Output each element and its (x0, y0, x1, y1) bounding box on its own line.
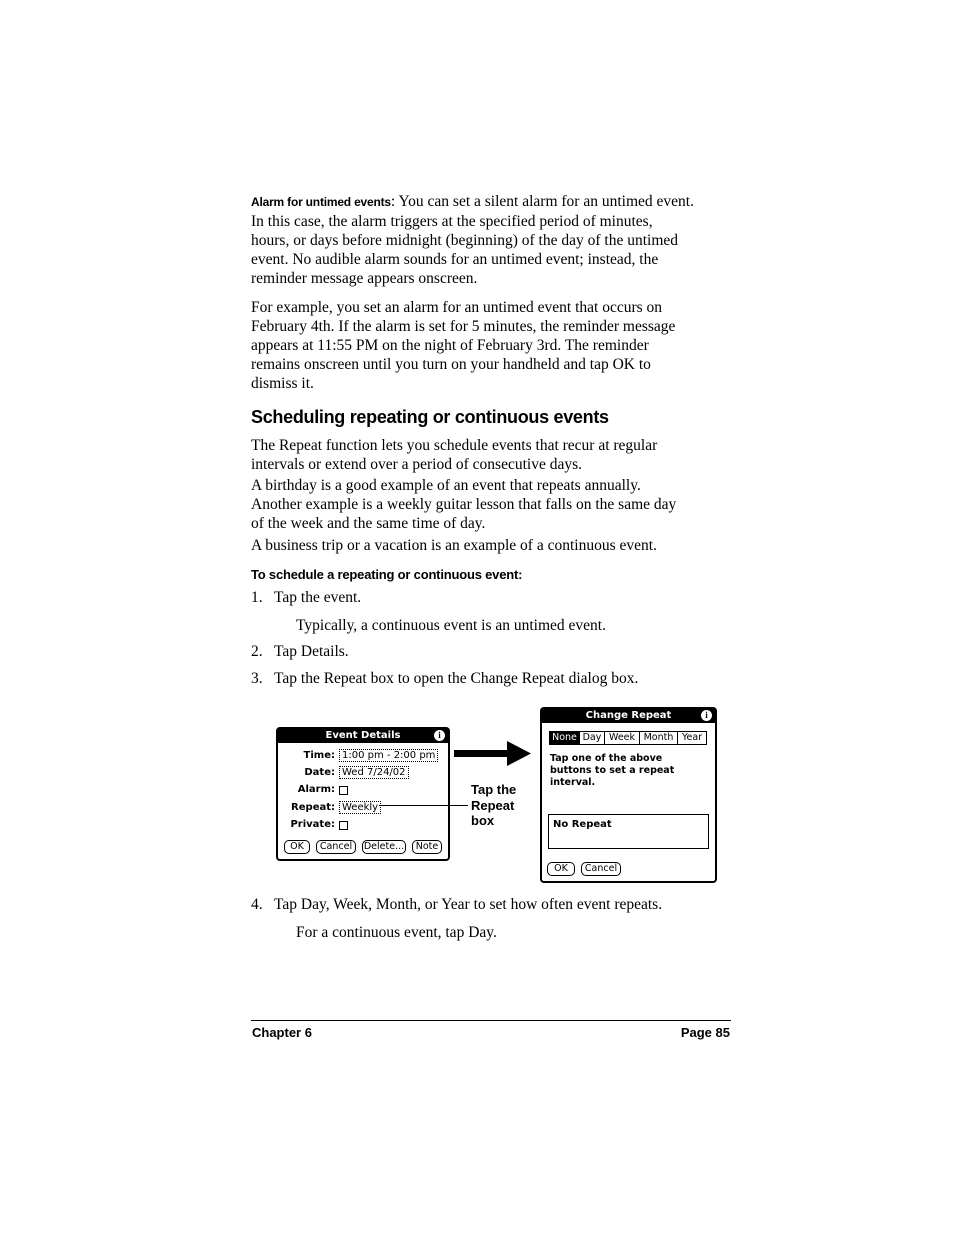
right-arrow-icon (453, 740, 533, 768)
alarm-label: Alarm: (297, 784, 335, 795)
step-text: Tap the Repeat box to open the Change Repeat dialog box. (274, 670, 639, 687)
note-button[interactable]: Note (412, 840, 442, 854)
page-number: Page 85 (680, 1025, 730, 1040)
step-number: 3. (251, 670, 263, 687)
repeat-field[interactable]: Weekly (339, 801, 381, 814)
repeat-instructions: Tap one of the above buttons to set a repeat interval. (550, 753, 675, 788)
step-4-note: For a continuous event, tap Day. (296, 924, 497, 941)
change-repeat-dialog (540, 707, 717, 883)
step-1 (251, 588, 751, 608)
tab-year[interactable]: Year (677, 731, 707, 745)
time-label: Time: (303, 750, 335, 761)
tab-month[interactable]: Month (639, 731, 678, 745)
tab-day[interactable]: Day (579, 731, 605, 745)
step-number: 2. (251, 643, 263, 660)
alarm-untimed-lead: Alarm for untimed events (251, 195, 391, 209)
event-details-dialog (276, 727, 450, 861)
step-text: Tap Details. (274, 643, 349, 660)
birthday-paragraph: A birthday is a good example of an event that repeats annually. Another example is a weekly guitar lesson that falls on the same day of the week and the same time of day. (251, 477, 677, 532)
event-details-title-bar: Event Details i (278, 729, 448, 743)
alarm-checkbox[interactable] (339, 786, 348, 795)
date-field[interactable]: Wed 7/24/02 (339, 766, 409, 779)
callout-leader-line (379, 805, 468, 806)
info-icon[interactable]: i (434, 730, 445, 741)
private-checkbox[interactable] (339, 821, 348, 830)
delete-button[interactable]: Delete... (363, 841, 405, 852)
footer-rule (251, 1020, 731, 1021)
repeat-summary-text: No Repeat (553, 819, 612, 830)
alarm-untimed-paragraph: Alarm for untimed events: You can set a silent alarm for an untimed event. In this case, the alarm triggers at the specified period of minutes, hours, or days before midnight (beginning) of the day of the untimed event. No audible alarm sounds for an untimed event; instead, the reminder message appears onscreen. (251, 193, 694, 287)
repeat-summary-box (548, 814, 709, 849)
date-label: Date: (304, 767, 335, 778)
step-2 (251, 642, 751, 662)
private-label: Private: (290, 819, 335, 830)
ok-button[interactable]: OK (547, 862, 575, 876)
callout-text: Tap the Repeat box (471, 782, 517, 828)
info-icon[interactable]: i (701, 710, 712, 721)
cancel-button[interactable]: Cancel (316, 840, 356, 854)
time-field[interactable]: 1:00 pm - 2:00 pm (339, 749, 438, 762)
chapter-label: Chapter 6 (252, 1025, 312, 1040)
step-number: 4. (251, 896, 263, 913)
repeat-label: Repeat: (291, 802, 335, 813)
step-3 (251, 669, 751, 689)
example-paragraph: For example, you set an alarm for an untimed event that occurs on February 4th. If the alarm is set for 5 minutes, the reminder message appears at 11:55 PM on the night of February 3rd. The reminder remains onscreen until you turn on your handheld and tap OK to dismiss it. (251, 299, 676, 392)
section-heading: Scheduling repeating or continuous events (251, 407, 609, 427)
tab-week[interactable]: Week (604, 731, 640, 745)
change-repeat-title-bar: Change Repeat i (542, 709, 715, 723)
step-number: 1. (251, 589, 263, 606)
procedure-heading: To schedule a repeating or continuous event: (251, 567, 523, 582)
ok-button[interactable]: OK (284, 840, 310, 854)
step-text: Tap Day, Week, Month, or Year to set how often event repeats. (274, 896, 663, 913)
step-1-note: Typically, a continuous event is an untimed event. (296, 617, 606, 634)
tab-none[interactable]: None (549, 731, 580, 745)
business-trip-paragraph: A business trip or a vacation is an example of a continuous event. (251, 537, 657, 554)
cancel-button[interactable]: Cancel (581, 862, 621, 876)
step-4 (251, 895, 751, 915)
repeat-function-paragraph: The Repeat function lets you schedule events that recur at regular intervals or extend over a period of consecutive days. (251, 437, 658, 473)
step-text: Tap the event. (274, 589, 362, 606)
